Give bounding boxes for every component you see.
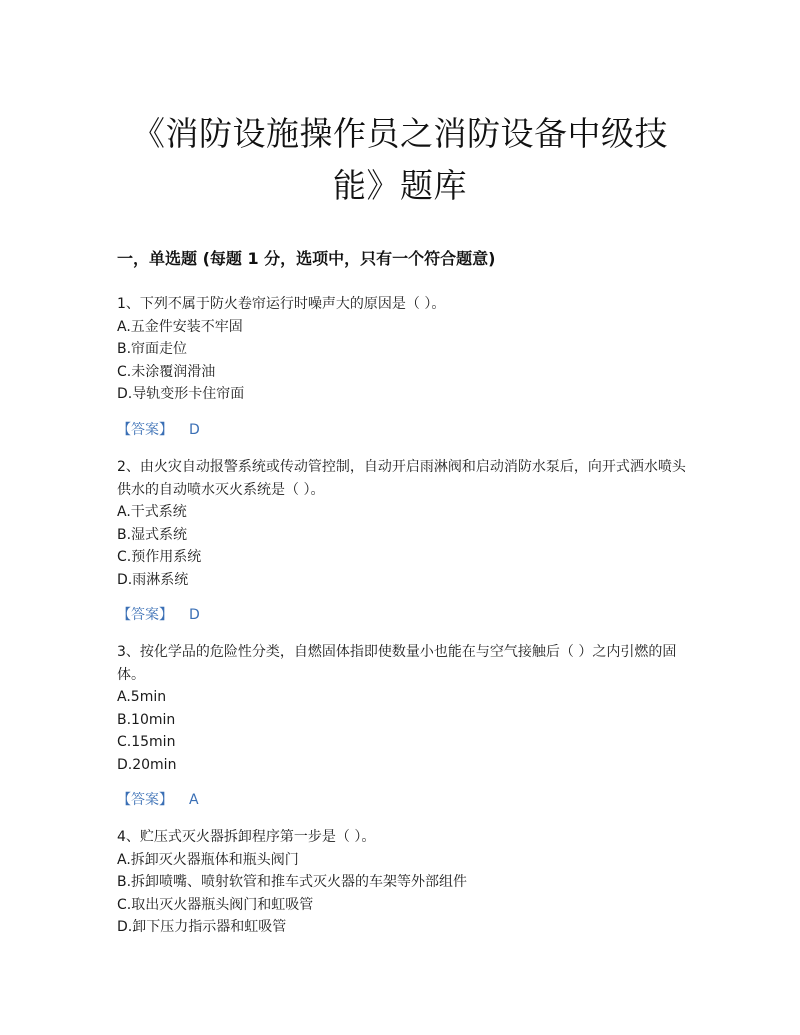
question-1 <box>117 293 687 406</box>
option-b: B.拆卸喷嘴、喷射软管和推车式灭火器的车架等外部组件 <box>117 874 468 890</box>
option-d: D.卸下压力指示器和虹吸管 <box>117 919 287 935</box>
option-c: C.预作用系统 <box>117 549 202 565</box>
answer-value: D <box>189 607 200 623</box>
question-4 <box>117 826 687 939</box>
answer-value: A <box>189 792 199 808</box>
question-stem: 3、按化学品的危险性分类，自燃固体指即使数量小也能在与空气接触后（ ）之内引燃的固体。 <box>117 644 677 683</box>
question-stem: 2、由火灾自动报警系统或传动管控制，自动开启雨淋阀和启动消防水泵后，向开式洒水喷头供水的自动喷水灭火系统是（ ）。 <box>117 459 686 498</box>
option-c: C.未涂覆润滑油 <box>117 363 216 380</box>
section-heading: 一，单选题 (每题 1 分，选项中，只有一个符合题意) <box>117 249 496 268</box>
option-d: D.导轨变形卡住帘面 <box>117 386 245 402</box>
document-title <box>110 108 690 212</box>
answer-value: D <box>189 422 200 438</box>
document-title-line-1: 《消防设施操作员之消防设备中级技 <box>132 114 668 153</box>
option-c: C.取出灭火器瓶头阀门和虹吸管 <box>117 896 314 913</box>
option-b: B.湿式系统 <box>117 526 188 543</box>
document-title-line-2: 能》题库 <box>333 166 467 205</box>
question-stem: 4、贮压式灭火器拆卸程序第一步是（ ）。 <box>117 829 376 845</box>
option-c: C.15min <box>117 734 176 750</box>
answer-label: 【答案】 <box>117 607 173 623</box>
answer-label: 【答案】 <box>117 792 173 808</box>
answer-row-1 <box>117 419 200 441</box>
option-a: A.干式系统 <box>117 504 187 520</box>
option-b: B.10min <box>117 711 176 728</box>
option-a: A.5min <box>117 689 167 705</box>
question-2 <box>117 456 687 591</box>
answer-row-3 <box>117 789 199 811</box>
answer-row-2 <box>117 604 200 626</box>
option-d: D.雨淋系统 <box>117 571 189 588</box>
question-stem: 1、下列不属于防火卷帘运行时噪声大的原因是（ ）。 <box>117 296 446 312</box>
question-3 <box>117 641 687 776</box>
option-a: A.拆卸灭火器瓶体和瓶头阀门 <box>117 851 299 868</box>
option-b: B.帘面走位 <box>117 341 188 357</box>
option-d: D.20min <box>117 756 177 773</box>
option-a: A.五金件安装不牢固 <box>117 318 243 335</box>
answer-label: 【答案】 <box>117 422 173 438</box>
